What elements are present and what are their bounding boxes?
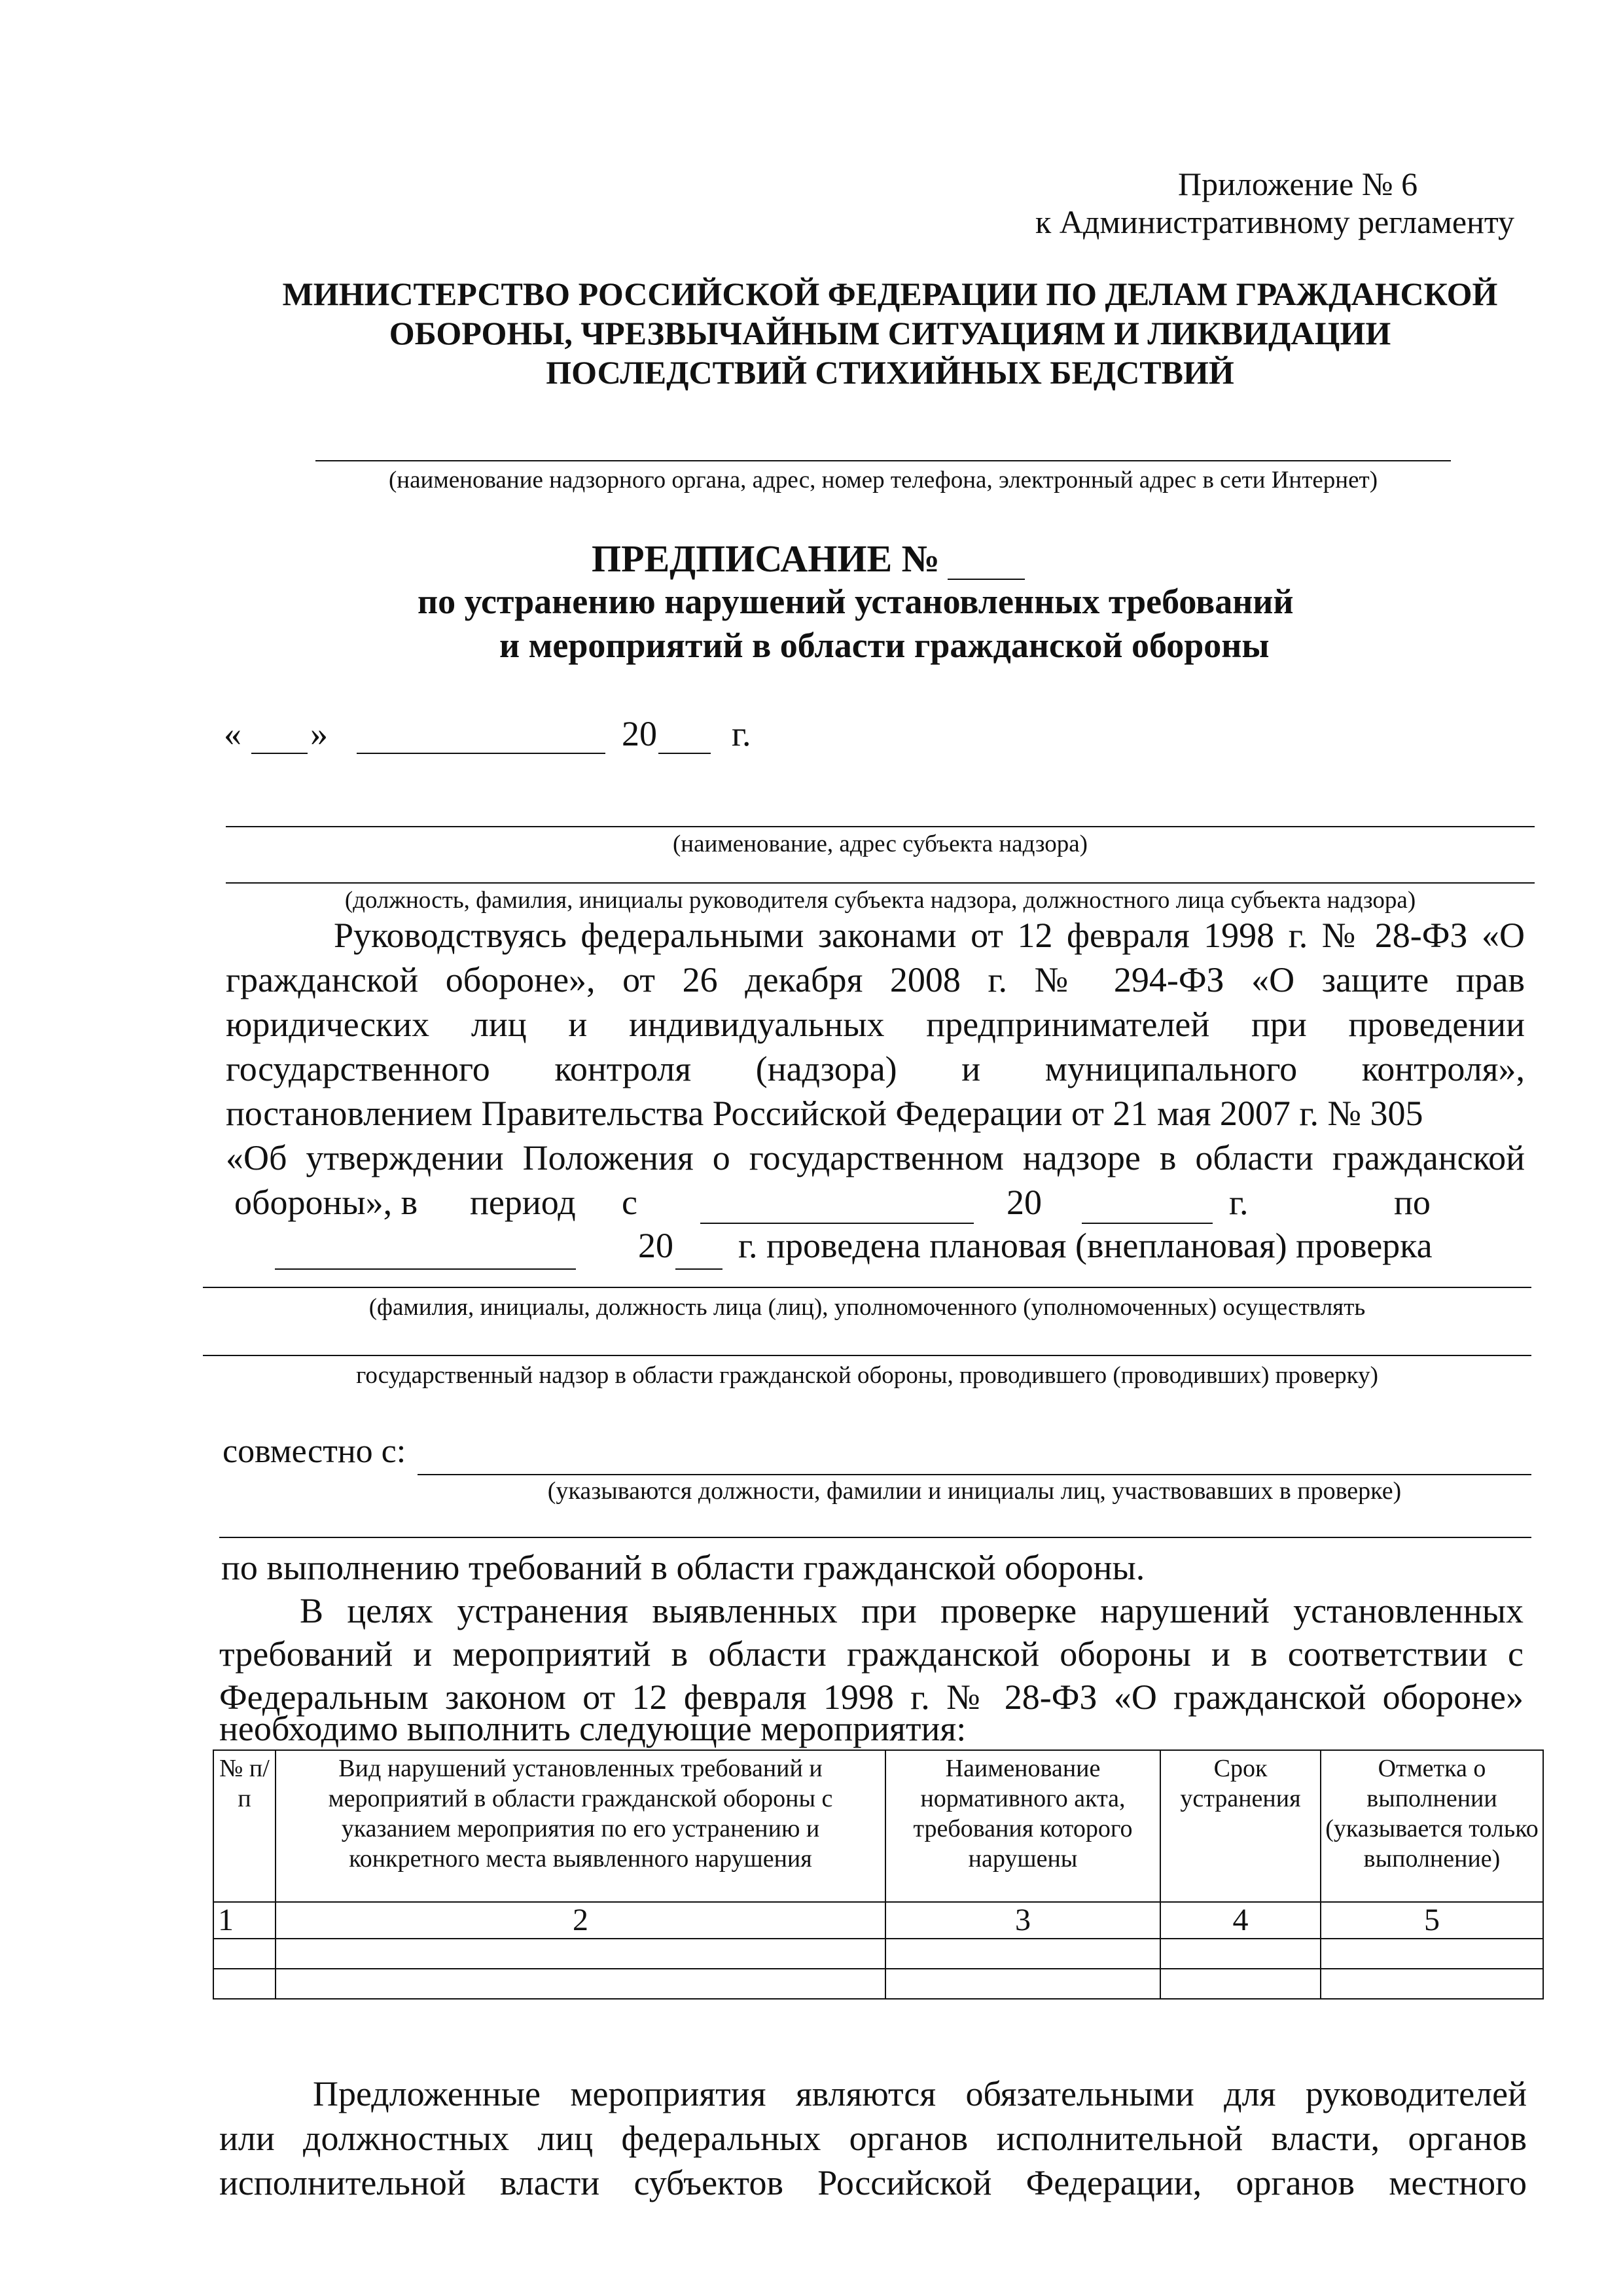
table-header-normative-act: Наименование нормативного акта, требования которого нарушены bbox=[885, 1750, 1160, 1902]
table-col-number-3: 3 bbox=[885, 1902, 1160, 1939]
inspector-caption-1: (фамилия, инициалы, должность лица (лиц), уполномоченного (уполномоченных) осуществлять bbox=[368, 1294, 1366, 1321]
jointly-caption: (указываются должности, фамилии и инициалы лиц, участвовавших в проверке) bbox=[547, 1477, 1402, 1505]
table-header-number: № п/п bbox=[213, 1750, 276, 1902]
table-header-completion-mark: Отметка о выполнении (указывается только выполнение) bbox=[1321, 1750, 1543, 1902]
paragraph-4-line-1: Предложенные мероприятия являются обязательными для руководителей bbox=[313, 2074, 1527, 2113]
title-subline-1: по устранению нарушений установленных требований bbox=[418, 582, 1294, 621]
table-cell bbox=[885, 1939, 1160, 1969]
inspector-fill-line-2 bbox=[203, 1355, 1531, 1356]
subject-caption: (наименование, адрес субъекта надзора) bbox=[672, 831, 1088, 857]
paragraph-3-line-1: В целях устранения выявленных при проверке нарушений установленных bbox=[300, 1591, 1524, 1630]
document-title: ПРЕДПИСАНИЕ № bbox=[592, 537, 940, 580]
paragraph-1-line-1: Руководствуясь федеральными законами от 12 февраля 1998 г. № 28-ФЗ «О bbox=[334, 916, 1525, 955]
table-cell bbox=[1321, 1969, 1543, 1999]
table-header-row bbox=[213, 1750, 1543, 1902]
table-cell bbox=[885, 1969, 1160, 1999]
paragraph-3-line-3: Федеральным законом от 12 февраля 1998 г. № 28-ФЗ «О гражданской обороне» bbox=[219, 1677, 1524, 1717]
measures-table bbox=[213, 1749, 1544, 2000]
paragraph-2: по выполнению требований в области гражданской обороны. bbox=[221, 1548, 1145, 1587]
table-number-row bbox=[213, 1902, 1543, 1939]
head-caption: (должность, фамилия, инициалы руководителя субъекта надзора, должностного лица субъекта надзора) bbox=[344, 887, 1416, 914]
paragraph-1-line-3: юридических лиц и индивидуальных предпринимателей при проведении bbox=[226, 1005, 1525, 1044]
date-day-fill-line bbox=[251, 753, 308, 754]
date-year-prefix: 20 bbox=[622, 714, 657, 753]
head-fill-line bbox=[226, 882, 1535, 884]
paragraph-1-line-4: государственного контроля (надзора) и муниципального контроля», bbox=[226, 1049, 1525, 1088]
period-from-year-fill-line bbox=[1082, 1223, 1213, 1224]
appendix-number: Приложение № 6 bbox=[1178, 166, 1418, 202]
table-cell bbox=[1321, 1939, 1543, 1969]
table-cell bbox=[1160, 1939, 1321, 1969]
date-year-suffix: г. bbox=[732, 714, 751, 753]
date-open-quote: « bbox=[224, 714, 241, 753]
jointly-label: совместно с: bbox=[223, 1433, 406, 1470]
period-to-year-fill-line bbox=[675, 1268, 722, 1270]
subject-fill-line bbox=[226, 826, 1535, 827]
paragraph-1-line-2: гражданской обороне», от 26 декабря 2008 г. № 294-ФЗ «О защите прав bbox=[226, 960, 1525, 999]
jointly-fill-line-2 bbox=[219, 1537, 1531, 1538]
authority-caption: (наименование надзорного органа, адрес, номер телефона, электронный адрес в сети Интернет) bbox=[388, 467, 1378, 493]
inspection-conducted: г. проведена плановая (внеплановая) проверка bbox=[738, 1226, 1433, 1265]
date-month-fill-line bbox=[357, 753, 605, 754]
table-cell bbox=[276, 1939, 885, 1969]
table-header-violation: Вид нарушений установленных требований и мероприятий в области гражданской обороны с указанием мероприятия по его устранению и конкретного места выявленного нарушения bbox=[276, 1750, 885, 1902]
paragraph-3-line-4: необходимо выполнить следующие мероприятия: bbox=[219, 1709, 967, 1748]
period-obronye: обороны», в bbox=[234, 1183, 418, 1222]
paragraph-4-line-2: или должностных лиц федеральных органов исполнительной власти, органов bbox=[219, 2119, 1527, 2158]
table-cell bbox=[276, 1969, 885, 1999]
appendix-reference: к Административному регламенту bbox=[1035, 204, 1515, 240]
inspector-fill-line-1 bbox=[203, 1287, 1531, 1288]
paragraph-3-line-2: требований и мероприятий в области гражданской обороны и в соответствии с bbox=[219, 1634, 1524, 1674]
paragraph-4-line-3: исполнительной власти субъектов Российской Федерации, органов местного bbox=[219, 2163, 1527, 2202]
table-col-number-1: 1 bbox=[213, 1902, 276, 1939]
ministry-line-1: МИНИСТЕРСТВО РОССИЙСКОЙ ФЕДЕРАЦИИ ПО ДЕЛАМ ГРАЖДАНСКОЙ bbox=[282, 276, 1498, 312]
date-close-quote: » bbox=[310, 714, 328, 753]
period-from: с bbox=[622, 1183, 637, 1222]
period-to-fill-line bbox=[275, 1268, 576, 1270]
table-row bbox=[213, 1969, 1543, 1999]
table-col-number-5: 5 bbox=[1321, 1902, 1543, 1939]
ministry-line-2: ОБОРОНЫ, ЧРЕЗВЫЧАЙНЫМ СИТУАЦИЯМ И ЛИКВИДАЦИИ bbox=[389, 315, 1391, 351]
document-number-fill-line bbox=[948, 579, 1025, 580]
inspector-caption-2: государственный надзор в области гражданской обороны, проводившего (проводивших) проверку) bbox=[356, 1362, 1378, 1389]
period-to: по bbox=[1394, 1183, 1431, 1222]
period-from-fill-line bbox=[700, 1223, 974, 1224]
table-col-number-4: 4 bbox=[1160, 1902, 1321, 1939]
table-row bbox=[213, 1939, 1543, 1969]
paragraph-1-line-6: «Об утверждении Положения о государственном надзоре в области гражданской bbox=[226, 1138, 1525, 1177]
paragraph-1-line-5: постановлением Правительства Российской Федерации от 21 мая 2007 г. № 305 bbox=[226, 1094, 1423, 1133]
date-year-fill-line bbox=[658, 753, 711, 754]
table-header-deadline: Срок устранения bbox=[1160, 1750, 1321, 1902]
table-col-number-2: 2 bbox=[276, 1902, 885, 1939]
table-cell bbox=[1160, 1969, 1321, 1999]
period-to-year: 20 bbox=[638, 1226, 673, 1265]
table-cell bbox=[213, 1969, 276, 1999]
authority-fill-line bbox=[315, 460, 1451, 461]
title-subline-2: и мероприятий в области гражданской обороны bbox=[499, 626, 1270, 665]
jointly-fill-line bbox=[418, 1474, 1531, 1475]
period-label: период bbox=[470, 1183, 576, 1222]
period-from-year-suffix: г. bbox=[1229, 1183, 1249, 1222]
table-cell bbox=[213, 1939, 276, 1969]
period-from-year: 20 bbox=[1007, 1183, 1042, 1222]
ministry-line-3: ПОСЛЕДСТВИЙ СТИХИЙНЫХ БЕДСТВИЙ bbox=[546, 354, 1234, 391]
